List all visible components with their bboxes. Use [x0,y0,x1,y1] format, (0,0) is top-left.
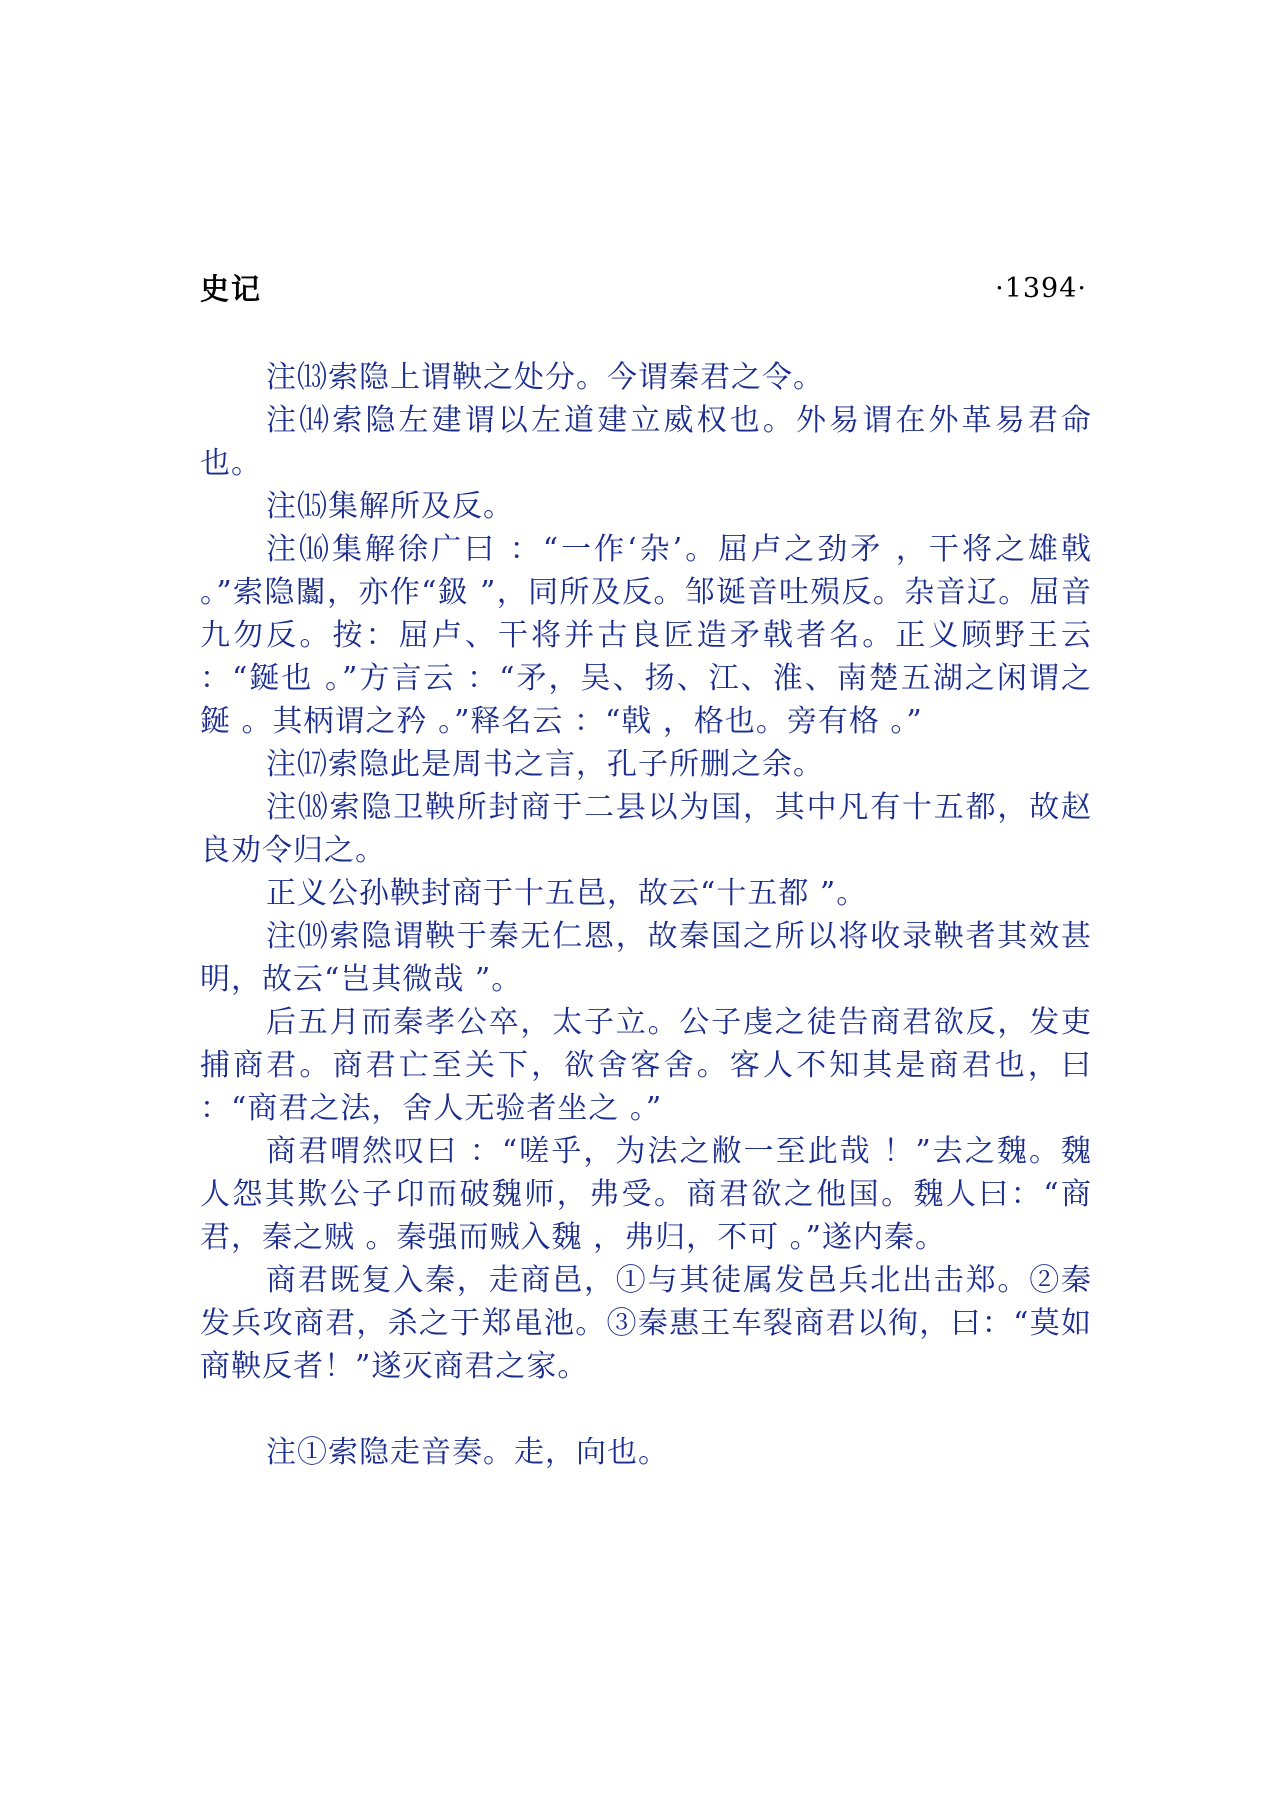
page-number: ·1394· [995,273,1087,304]
annotation-paragraph: 注⒃集解徐广曰 ：“一作‘杂’。屈卢之劲矛 ，干将之雄戟 。”索隐闟，亦作“鈒 ”，同所及反。邹诞音吐殒反。杂音辽。屈音九勿反。按：屈卢、干将并古良匠造矛戟者名。正义顾野王云 ：“鋋也 。”方言云 ：“矛，吴、扬、江、淮、南楚五湖之闲谓之鋋 。其柄谓之矜 。”释名云 ：“戟 ，格也。旁有格 。” [200,532,1092,739]
annotation-paragraph: 正义公孙鞅封商于十五邑，故云“十五都 ”。 [266,876,868,911]
annotation-paragraph: 注⒀索隐上谓鞅之处分。今谓秦君之令。 [266,360,824,395]
page-body [200,356,1092,1474]
book-title: 史记 [200,272,263,306]
page-header [200,269,1087,309]
annotation-paragraph: 注⒁索隐左建谓以左道建立威权也。外易谓在外革易君命也。 [200,403,1092,481]
section-gap [200,1388,1092,1431]
annotation-paragraph: 注⒆索隐谓鞅于秦无仁恩，故秦国之所以将收录鞅者其效甚明，故云“岂其微哉 ”。 [200,919,1092,997]
annotation-paragraph: 注⒄索隐此是周书之言，孔子所删之余。 [266,747,824,782]
annotation-paragraph: 注⒂集解所及反。 [266,489,514,524]
body-paragraph: 后五月而秦孝公卒，太子立。公子虔之徒告商君欲反，发吏捕商君。商君亡至关下，欲舍客舍。客人不知其是商君也，曰 ：“商君之法，舍人无验者坐之 。” [200,1005,1092,1126]
body-paragraph: 商君既复入秦，走商邑，①与其徒属发邑兵北出击郑。②秦发兵攻商君，杀之于郑黾池。③秦惠王车裂商君以徇，曰：“莫如商鞅反者！”遂灭商君之家。 [200,1263,1092,1384]
annotation-paragraph: 注⒅索隐卫鞅所封商于二县以为国，其中凡有十五都，故赵良劝令归之。 [200,790,1092,868]
footnote-paragraph: 注①索隐走音奏。走，向也。 [266,1435,669,1470]
body-paragraph: 商君喟然叹曰 ：“嗟乎，为法之敝一至此哉 ！”去之魏。魏人怨其欺公子卬而破魏师，弗受。商君欲之他国。魏人曰：“商君，秦之贼 。秦强而贼入魏 ，弗归，不可 。”遂内秦。 [200,1134,1092,1255]
